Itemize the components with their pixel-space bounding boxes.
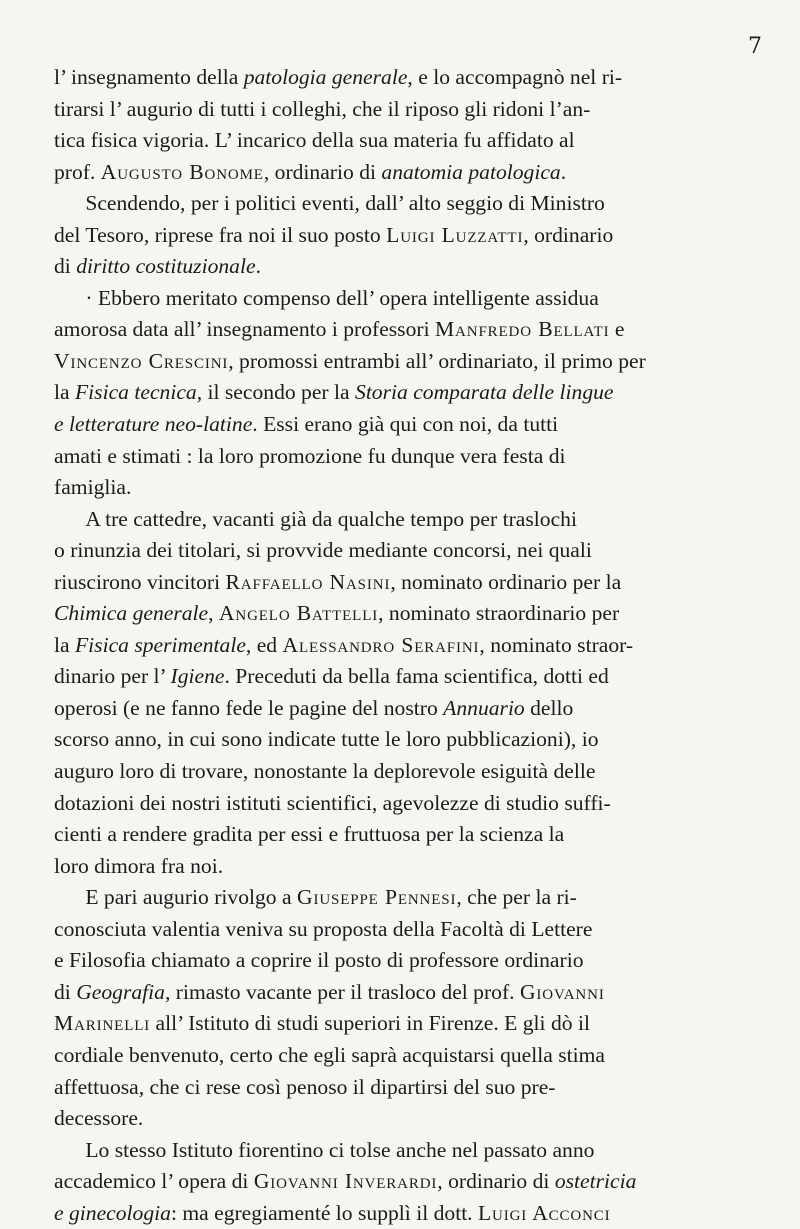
- person-name: Vincenzo Crescini: [54, 348, 229, 373]
- italic-term: Storia comparata delle lingue e letterature neo-latine: [54, 380, 614, 437]
- text-run: , ordinario di: [54, 222, 614, 279]
- text-run: dello scorso anno, in cui sono indicate tutte le loro pubblicazioni), io auguro loro di trovare, nonostante la deplorevole esiguità delle dotazioni dei nostri istituti scientifici, agevolezze di studio suffi- cienti a rendere gradita per essi e fruttuosa per la scienza la loro dimora fra noi.: [54, 695, 611, 878]
- text-run: , ed: [245, 632, 283, 657]
- italic-term: Chimica generale: [54, 601, 209, 626]
- person-name: Giovanni Marinelli: [54, 979, 605, 1036]
- person-name: Giovanni Inverardi: [253, 1169, 438, 1194]
- person-name: Raffaello Nasini: [225, 569, 391, 594]
- text-run: l’ insegnamento della: [54, 65, 244, 89]
- paragraph: [54, 504, 748, 883]
- italic-term: Fisica tecnica: [74, 380, 197, 405]
- text-run: ,: [208, 601, 219, 626]
- text-run: , rimasto vacante per il trasloco del prof.: [164, 979, 520, 1004]
- paragraph: [54, 62, 748, 188]
- text-run: .: [560, 159, 567, 184]
- text-run: .: [255, 254, 261, 279]
- italic-term: Geografia: [76, 979, 165, 1004]
- italic-term: Fisica sperimentale: [74, 632, 246, 657]
- person-name: Angelo Battelli: [218, 601, 379, 626]
- italic-term: diritto costituzionale: [76, 254, 256, 279]
- text-run: E pari augurio rivolgo a: [85, 885, 297, 910]
- person-name: Giuseppe Pennesi: [297, 885, 457, 910]
- body-text: [54, 62, 748, 1229]
- person-name: Alessandro Serafini: [282, 632, 480, 657]
- text-run: , ordinario di: [263, 159, 382, 184]
- text-run: , promossi entrambi all’ ordinariato, il primo per la: [54, 348, 646, 405]
- text-run: . Preceduti da bella fama scientifica, dotti ed operosi (e ne fanno fede le pagine del nostro: [54, 664, 609, 720]
- person-name: Luigi Luzzatti: [386, 222, 524, 247]
- text-run: all’ Istituto di studi superiori in Firenze. E gli dò il cordiale benvenuto, certo che egli saprà acquistarsi quella stima affettuosa, che ci rese così penoso il dipartirsi del suo pre- decessore.: [54, 1011, 606, 1131]
- paragraph: [54, 188, 748, 283]
- person-name: Manfredo Bellati: [434, 317, 610, 342]
- italic-term: Annuario: [443, 695, 525, 720]
- italic-term: ostetricia e ginecologia: [54, 1169, 637, 1225]
- text-run: , nominato straor- dinario per l’: [54, 632, 634, 689]
- page-number: 7: [748, 34, 762, 59]
- text-run: , ordinario di: [437, 1169, 555, 1194]
- text-run: : ma egregiamenté lo supplì il dott.: [170, 1200, 478, 1225]
- person-name: Augusto Bonome: [100, 159, 264, 184]
- person-name: Luigi Acconci: [477, 1200, 611, 1225]
- paragraph: [54, 882, 748, 1134]
- text-run: , nominato straordinario per la: [54, 601, 620, 657]
- italic-term: anatomia patologica: [381, 159, 561, 184]
- text-run: . Essi erano già qui con noi, da tutti amati e stimati : la loro promozione fu dunque vera festa di famiglia.: [54, 412, 566, 500]
- text-run: , e lo accompagnò nel ri- tirarsi l’ augurio di tutti i colleghi, che il riposo gli ridoni l’an- tica fisica vigoria. L’ incarico della sua materia fu affidato al prof.: [54, 65, 623, 184]
- italic-term: Igiene: [170, 664, 225, 689]
- text-run: Scendendo, per i politici eventi, dall’ alto seggio di Ministro del Tesoro, riprese fra noi il suo posto: [54, 191, 605, 247]
- italic-term: patologia generale: [243, 65, 408, 89]
- text-run: Lo stesso Istituto fiorentino ci tolse anche nel passato anno accademico l’ opera di: [54, 1137, 595, 1194]
- text-run: , nominato ordinario per la: [390, 569, 622, 594]
- paragraph: [54, 1135, 748, 1229]
- text-run: , il secondo per la: [196, 380, 356, 405]
- text-run: A tre cattedre, vacanti già da qualche tempo per traslochi o rinunzia dei titolari, si provvide mediante concorsi, nei quali riuscirono vincitori: [54, 506, 592, 594]
- paragraph: [54, 283, 748, 504]
- text-run: , che per la ri- conosciuta valentia veniva su proposta della Facoltà di Lettere e Filosofia chiamato a coprire il posto di professore ordinario di: [54, 885, 593, 1004]
- text-run: e: [609, 317, 625, 342]
- text-run: · Ebbero meritato compenso dell’ opera intelligente assidua amorosa data all’ insegnamento i professori: [54, 285, 599, 342]
